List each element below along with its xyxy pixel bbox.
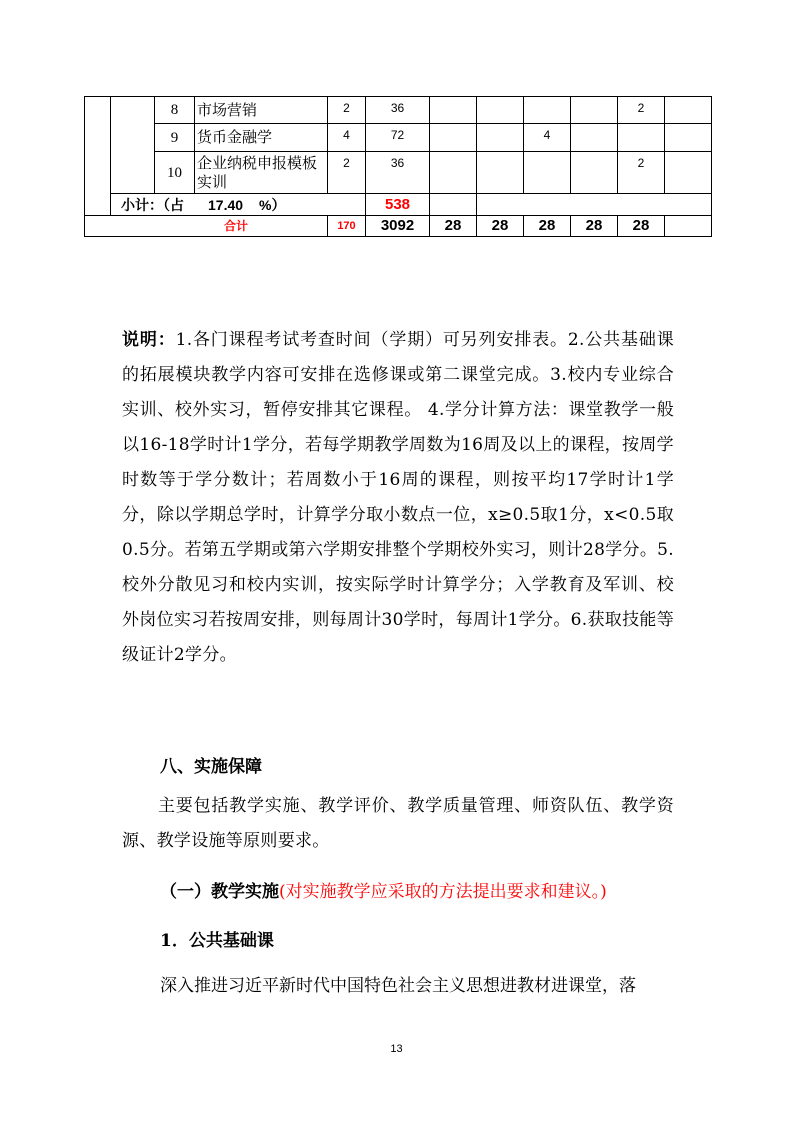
item-heading: 1．公共基础课 [160, 931, 274, 951]
module-cell [111, 97, 155, 194]
section-body: 主要包括教学实施、教学评价、教学质量管理、师资队伍、教学资源、教学设施等原则要求。 [122, 796, 674, 851]
semester-cell [571, 124, 618, 152]
semester-cell: 4 [524, 124, 571, 152]
total-semester-cell: 28 [430, 216, 477, 237]
subtotal-label-b: %） [259, 196, 286, 213]
table-row [85, 97, 712, 124]
semester-cell [430, 97, 477, 124]
semester-cell [477, 97, 524, 124]
table-row [85, 124, 712, 152]
total-semester-cell: 28 [477, 216, 524, 237]
hours-cell: 72 [366, 124, 430, 152]
semester-cell [571, 97, 618, 124]
total-semester-cell: 28 [571, 216, 618, 237]
credit-cell: 2 [328, 97, 366, 124]
notes-paragraph [122, 323, 674, 673]
semester-cell [618, 124, 665, 152]
semester-cell [430, 124, 477, 152]
total-credit: 170 [328, 216, 366, 237]
subsection-note: (对实施教学应采取的方法提出要求和建议。) [279, 882, 607, 902]
semester-cell [524, 97, 571, 124]
notes-text: 1.各门课程考试考查时间（学期）可另列安排表。2.公共基础课的拓展模块教学内容可安排在选修课或第二课堂完成。3.校内专业综合实训、校外实习，暂停安排其它课程。 4.学分计算方法：课堂教学一般以16-18学时计1学分，若每学期教学周数为16周及以上的课程，按周学时数等于学分数计；若周数小于16周的课程，则按平均17学时计1学分，除以学期总学时，计算学分取小数点一位，x≥0.5取1分，x<0.5取0.5分。若第五学期或第六学期安排整个学期校外实习，则计28学分。5.校外分散见习和校内实训，按实际学时计算学分；入学教育及军训、校外岗位实习若按周安排，则每周计30学时，每周计1学分。6.获取技能等级证计2学分。 [122, 330, 674, 665]
section-heading: 八、实施保障 [160, 757, 262, 777]
subtotal-percent: 17.40 [208, 196, 244, 213]
total-row [85, 216, 712, 237]
semester-cell: 2 [618, 97, 665, 124]
semester-cell [571, 152, 618, 194]
total-semester-cell [665, 216, 712, 237]
total-semester-cell: 28 [618, 216, 665, 237]
semester-cell [665, 124, 712, 152]
credit-cell: 2 [328, 152, 366, 194]
category-cell [85, 97, 111, 216]
course-name: 市场营销 [195, 97, 328, 124]
semester-cell [430, 152, 477, 194]
semester-cell [477, 124, 524, 152]
hours-cell: 36 [366, 152, 430, 194]
semester-cell [665, 152, 712, 194]
semester-cell [477, 152, 524, 194]
page-number: 13 [390, 1043, 403, 1055]
credit-cell: 4 [328, 124, 366, 152]
notes-lead: 说明： [122, 330, 176, 350]
semester-cell [665, 97, 712, 124]
subtotal-label [111, 194, 328, 216]
semester-cell [524, 152, 571, 194]
item-body: 深入推进习近平新时代中国特色社会主义思想进教材进课堂，落 [160, 976, 636, 996]
subtotal-hours: 538 [366, 194, 430, 216]
subtotal-label-a: 小计：（占 [121, 196, 184, 213]
course-name: 货币金融学 [195, 124, 328, 152]
course-name: 企业纳税申报模板实训 [195, 152, 328, 194]
subtotal-credit [328, 194, 366, 216]
total-hours: 3092 [366, 216, 430, 237]
hours-cell: 36 [366, 97, 430, 124]
table-row [85, 152, 712, 194]
row-number: 8 [155, 97, 195, 124]
subsection-heading-line [160, 877, 607, 902]
total-semester-cell: 28 [524, 216, 571, 237]
semester-cell: 2 [618, 152, 665, 194]
total-label: 合计 [85, 216, 328, 237]
row-number: 10 [155, 152, 195, 194]
course-plan-table [84, 96, 712, 237]
row-number: 9 [155, 124, 195, 152]
subsection-heading: （一）教学实施 [160, 882, 279, 902]
subtotal-row [85, 194, 712, 216]
